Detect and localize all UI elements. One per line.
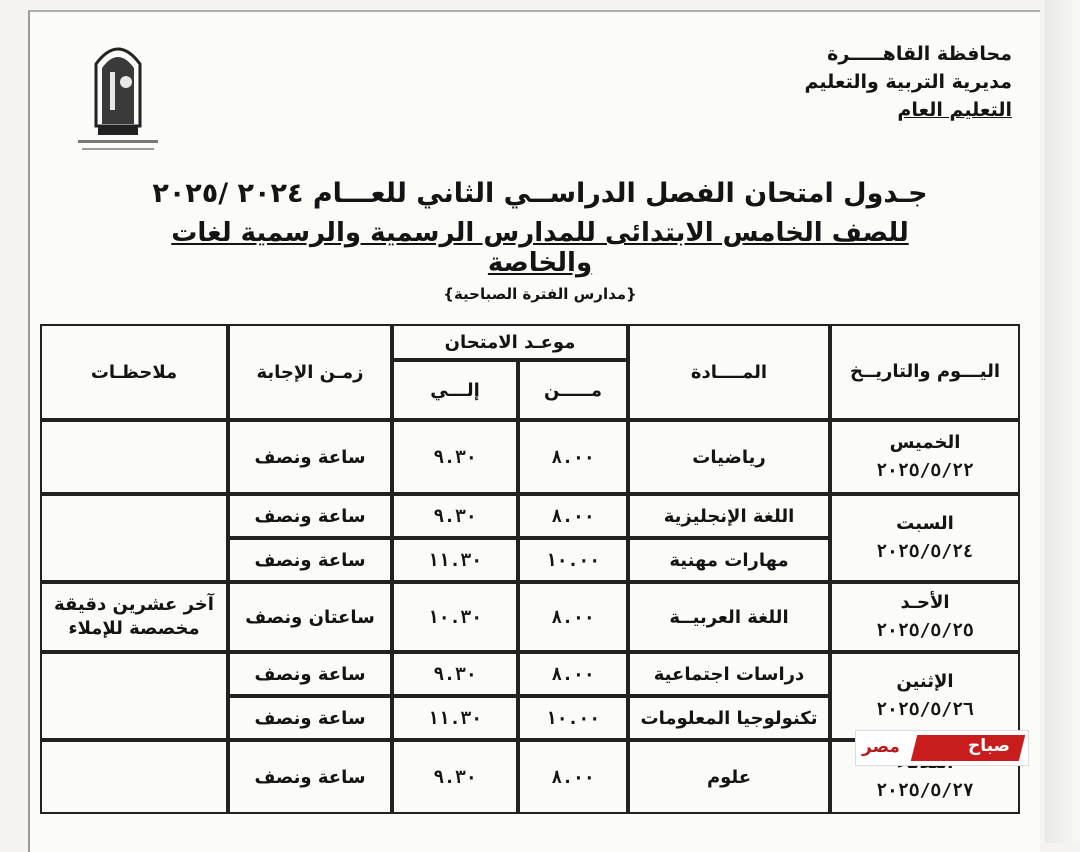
notes-cell	[40, 652, 228, 740]
to-time: ٩.٣٠	[392, 740, 518, 814]
issuer-header	[682, 40, 1012, 124]
from-time: ٨.٠٠	[518, 582, 628, 652]
table-row	[40, 582, 1020, 652]
duration-cell: ساعة ونصف	[228, 538, 392, 582]
from-time: ١٠.٠٠	[518, 538, 628, 582]
page-margin	[1045, 0, 1080, 843]
duration-cell: ساعة ونصف	[228, 494, 392, 538]
from-time: ٨.٠٠	[518, 740, 628, 814]
exam-date: ٢٠٢٥/٥/٢٦	[876, 699, 974, 720]
header-notes: ملاحظـات	[40, 324, 228, 420]
header-day-date	[830, 324, 1020, 420]
day-name: الخميس	[889, 432, 961, 453]
day-cell	[830, 582, 1020, 652]
governorate-label: محافظة القاهـــــرة	[827, 43, 1012, 65]
notes-cell	[40, 740, 228, 814]
day-name: السبت	[896, 513, 954, 534]
header-subject: المــــادة	[628, 324, 830, 420]
from-time: ٨.٠٠	[518, 652, 628, 696]
directorate-logo	[68, 36, 168, 164]
exam-date: ٢٠٢٥/٥/٢٢	[876, 460, 974, 481]
duration-cell: ساعة ونصف	[228, 652, 392, 696]
subject-cell: مهارات مهنية	[628, 538, 830, 582]
exam-date: ٢٠٢٥/٥/٢٥	[876, 620, 974, 641]
directorate-label: مديرية التربية والتعليم	[804, 71, 1012, 93]
to-time: ١١.٣٠	[392, 538, 518, 582]
duration-cell: ساعة ونصف	[228, 696, 392, 740]
to-time: ١١.٣٠	[392, 696, 518, 740]
day-cell	[830, 420, 1020, 494]
subject-cell: اللغة العربيــة	[628, 582, 830, 652]
watermark-text: مصر	[862, 737, 900, 757]
department-label: التعليم العام	[897, 99, 1012, 121]
exam-date: ٢٠٢٥/٥/٢٤	[876, 541, 974, 562]
from-time: ١٠.٠٠	[518, 696, 628, 740]
duration-cell: ساعة ونصف	[228, 420, 392, 494]
to-time: ٩.٣٠	[392, 420, 518, 494]
day-cell	[830, 652, 1020, 740]
duration-cell: ساعة ونصف	[228, 740, 392, 814]
day-cell	[830, 494, 1020, 582]
table-row	[40, 494, 1020, 538]
duration-cell: ساعتان ونصف	[228, 582, 392, 652]
page-subtitle: للصف الخامس الابتدائى للمدارس الرسمية والرسمية لغات والخاصة	[171, 218, 909, 278]
header-from: مـــــن	[518, 360, 628, 420]
header-to: إلـــي	[392, 360, 518, 420]
header-exam-time: موعـد الامتحان	[392, 324, 628, 360]
subject-cell: رياضيات	[628, 420, 830, 494]
watermark-label: صباح	[967, 736, 1010, 756]
from-time: ٨.٠٠	[518, 420, 628, 494]
to-time: ٩.٣٠	[392, 652, 518, 696]
from-time: ٨.٠٠	[518, 494, 628, 538]
table-row	[40, 652, 1020, 696]
subject-cell: اللغة الإنجليزية	[628, 494, 830, 538]
subject-cell: علوم	[628, 740, 830, 814]
exam-date: ٢٠٢٥/٥/٢٧	[876, 780, 974, 801]
header-duration: زمـن الإجابة	[228, 324, 392, 420]
page-title: جـدول امتحان الفصل الدراســي الثاني للعـــام ٢٠٢٤ /٢٠٢٥	[152, 178, 928, 209]
subject-cell: دراسات اجتماعية	[628, 652, 830, 696]
to-time: ٩.٣٠	[392, 494, 518, 538]
day-name: الأحـد	[900, 592, 950, 613]
day-name: الإثنين	[896, 671, 954, 692]
to-time: ١٠.٣٠	[392, 582, 518, 652]
notes-cell	[40, 494, 228, 582]
site-watermark	[855, 730, 1029, 766]
table-row	[40, 420, 1020, 494]
notes-cell	[40, 420, 228, 494]
shift-label: {مدارس الفترة الصباحية}	[443, 285, 637, 303]
header-day-date-text: اليـــوم والتاريــخ	[849, 361, 1001, 382]
subject-cell: تكنولوجيا المعلومات	[628, 696, 830, 740]
notes-cell: آخر عشرين دقيقة مخصصة للإملاء	[40, 582, 228, 652]
